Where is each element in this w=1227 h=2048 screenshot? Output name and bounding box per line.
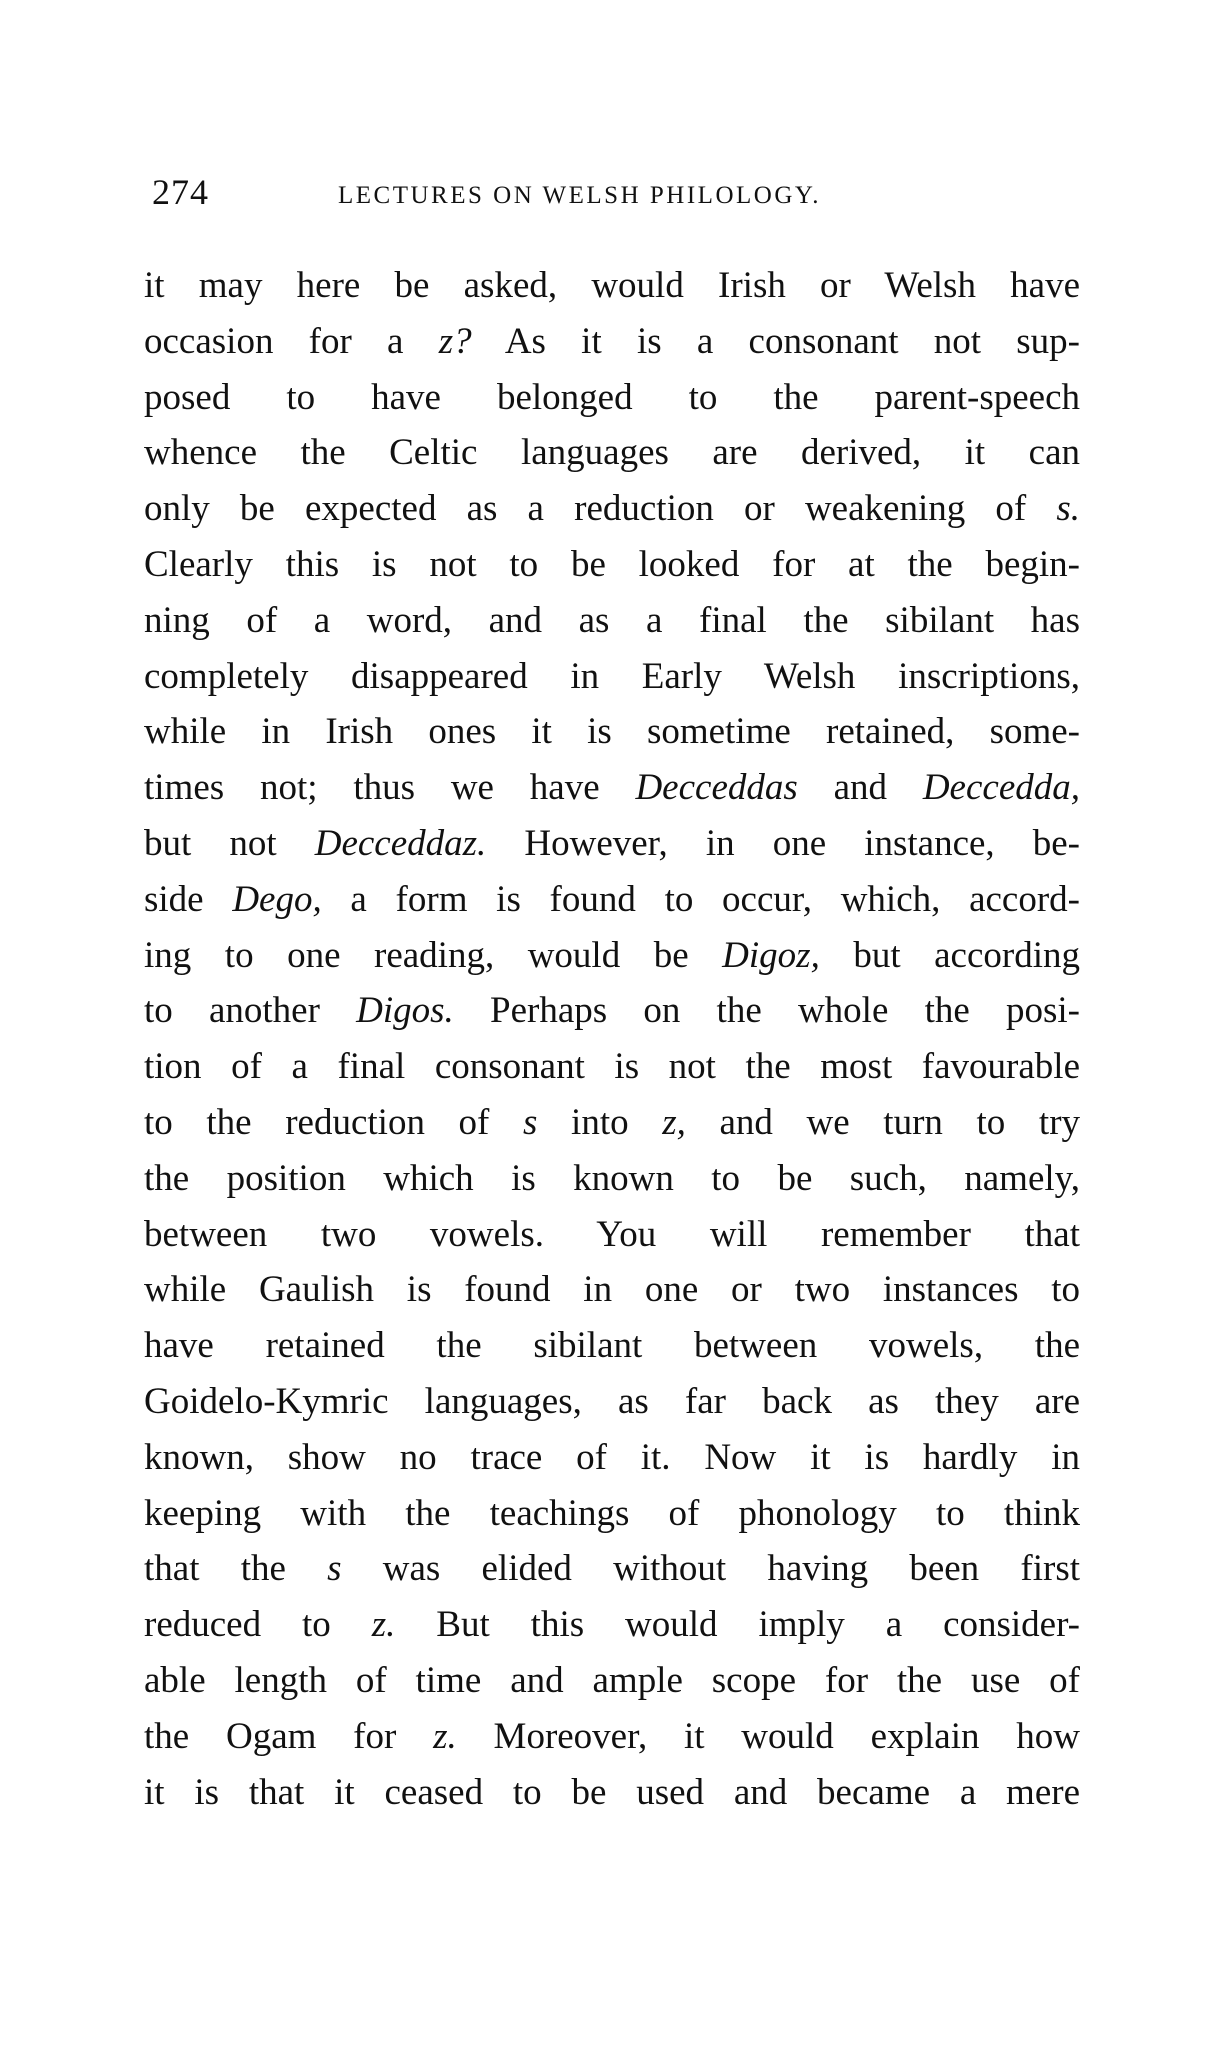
text-run: only be expected as a reduction or weakening of (144, 488, 1057, 530)
text-run: ing to one reading, would be (144, 934, 723, 976)
text-line (144, 760, 1080, 816)
text-run: Goidelo-Kymric languages, as far back as they are (144, 1380, 1080, 1422)
text-line (144, 1374, 1080, 1430)
italic-term: Decceddaz. (314, 822, 487, 864)
text-line (144, 1597, 1080, 1653)
text-line (144, 1653, 1080, 1709)
text-line (144, 314, 1080, 370)
italic-term: z. (371, 1604, 396, 1646)
text-run: However, in one instance, be- (486, 822, 1080, 864)
text-run: times not; thus we have (144, 767, 636, 809)
text-run: and (797, 767, 923, 809)
italic-term: Dego, (232, 878, 322, 920)
text-run: but not (144, 822, 315, 864)
text-line (144, 1709, 1080, 1765)
text-run: ning of a word, and as a final the sibilant has (144, 599, 1080, 641)
text-line (144, 1486, 1080, 1542)
text-run: able length of time and ample scope for the use of (144, 1659, 1080, 1701)
text-run: between two vowels. You will remember that (144, 1213, 1080, 1255)
text-run: that the (144, 1548, 328, 1590)
text-line (144, 537, 1080, 593)
italic-term: s (327, 1548, 342, 1590)
italic-term: Deccedda, (922, 767, 1080, 809)
italic-term: Digos. (356, 990, 454, 1032)
text-run: posed to have belonged to the parent-speech (144, 376, 1080, 418)
body-text (144, 258, 1080, 1820)
text-run: keeping with the teachings of phonology to think (144, 1492, 1080, 1534)
text-run: but according (819, 934, 1080, 976)
text-run: As it is a consonant not sup- (471, 320, 1080, 362)
text-line (144, 1430, 1080, 1486)
text-run: the position which is known to be such, namely, (144, 1157, 1080, 1199)
text-line (144, 816, 1080, 872)
italic-term: s. (1056, 488, 1080, 530)
text-run: completely disappeared in Early Welsh inscriptions, (144, 655, 1080, 697)
text-run: tion of a final consonant is not the most favourable (144, 1046, 1080, 1088)
text-run: to the reduction of (144, 1101, 524, 1143)
running-title: LECTURES ON WELSH PHILOLOGY. (338, 182, 821, 209)
text-line (144, 1151, 1080, 1207)
text-run: reduced to (144, 1604, 372, 1646)
text-run: occasion for a (144, 320, 439, 362)
italic-term: Decceddas (635, 767, 798, 809)
italic-term: z? (438, 320, 472, 362)
text-run: known, show no trace of it. Now it is hardly in (144, 1436, 1080, 1478)
text-line (144, 1541, 1080, 1597)
running-head (152, 162, 1082, 222)
text-line (144, 1207, 1080, 1263)
text-line (144, 928, 1080, 984)
italic-term: s (523, 1101, 538, 1143)
text-run: while in Irish ones it is sometime retained, some- (144, 711, 1080, 753)
text-run: the Ogam for (144, 1715, 434, 1757)
text-line (144, 1095, 1080, 1151)
page-number: 274 (152, 172, 209, 212)
text-run: and we turn to try (685, 1101, 1080, 1143)
text-run: a form is found to occur, which, accord- (321, 878, 1080, 920)
text-run: it may here be asked, would Irish or Welsh have (144, 265, 1080, 306)
text-line (144, 258, 1080, 314)
text-run: But this would imply a consider- (395, 1604, 1080, 1646)
text-line (144, 370, 1080, 426)
text-run: side (144, 878, 233, 920)
italic-term: z, (662, 1101, 686, 1143)
text-line (144, 649, 1080, 705)
text-line (144, 1765, 1080, 1821)
text-run: was elided without having been first (341, 1548, 1080, 1590)
text-line (144, 593, 1080, 649)
text-line (144, 481, 1080, 537)
italic-term: z. (433, 1715, 457, 1757)
text-run: Clearly this is not to be looked for at the begin- (144, 543, 1080, 585)
text-run: have retained the sibilant between vowels, the (144, 1325, 1080, 1367)
italic-term: Digoz, (722, 934, 820, 976)
text-line (144, 704, 1080, 760)
text-run: Perhaps on the whole the posi- (453, 990, 1080, 1032)
text-line (144, 425, 1080, 481)
text-line (144, 1318, 1080, 1374)
text-line (144, 1262, 1080, 1318)
text-run: to another (144, 990, 357, 1032)
text-run: it is that it ceased to be used and became a mere (144, 1771, 1080, 1813)
text-run: whence the Celtic languages are derived, it can (144, 432, 1080, 474)
text-line (144, 1039, 1080, 1095)
text-run: Moreover, it would explain how (456, 1715, 1080, 1757)
text-line (144, 983, 1080, 1039)
text-run: while Gaulish is found in one or two instances to (144, 1269, 1080, 1311)
text-run: into (537, 1101, 663, 1143)
text-line (144, 872, 1080, 928)
